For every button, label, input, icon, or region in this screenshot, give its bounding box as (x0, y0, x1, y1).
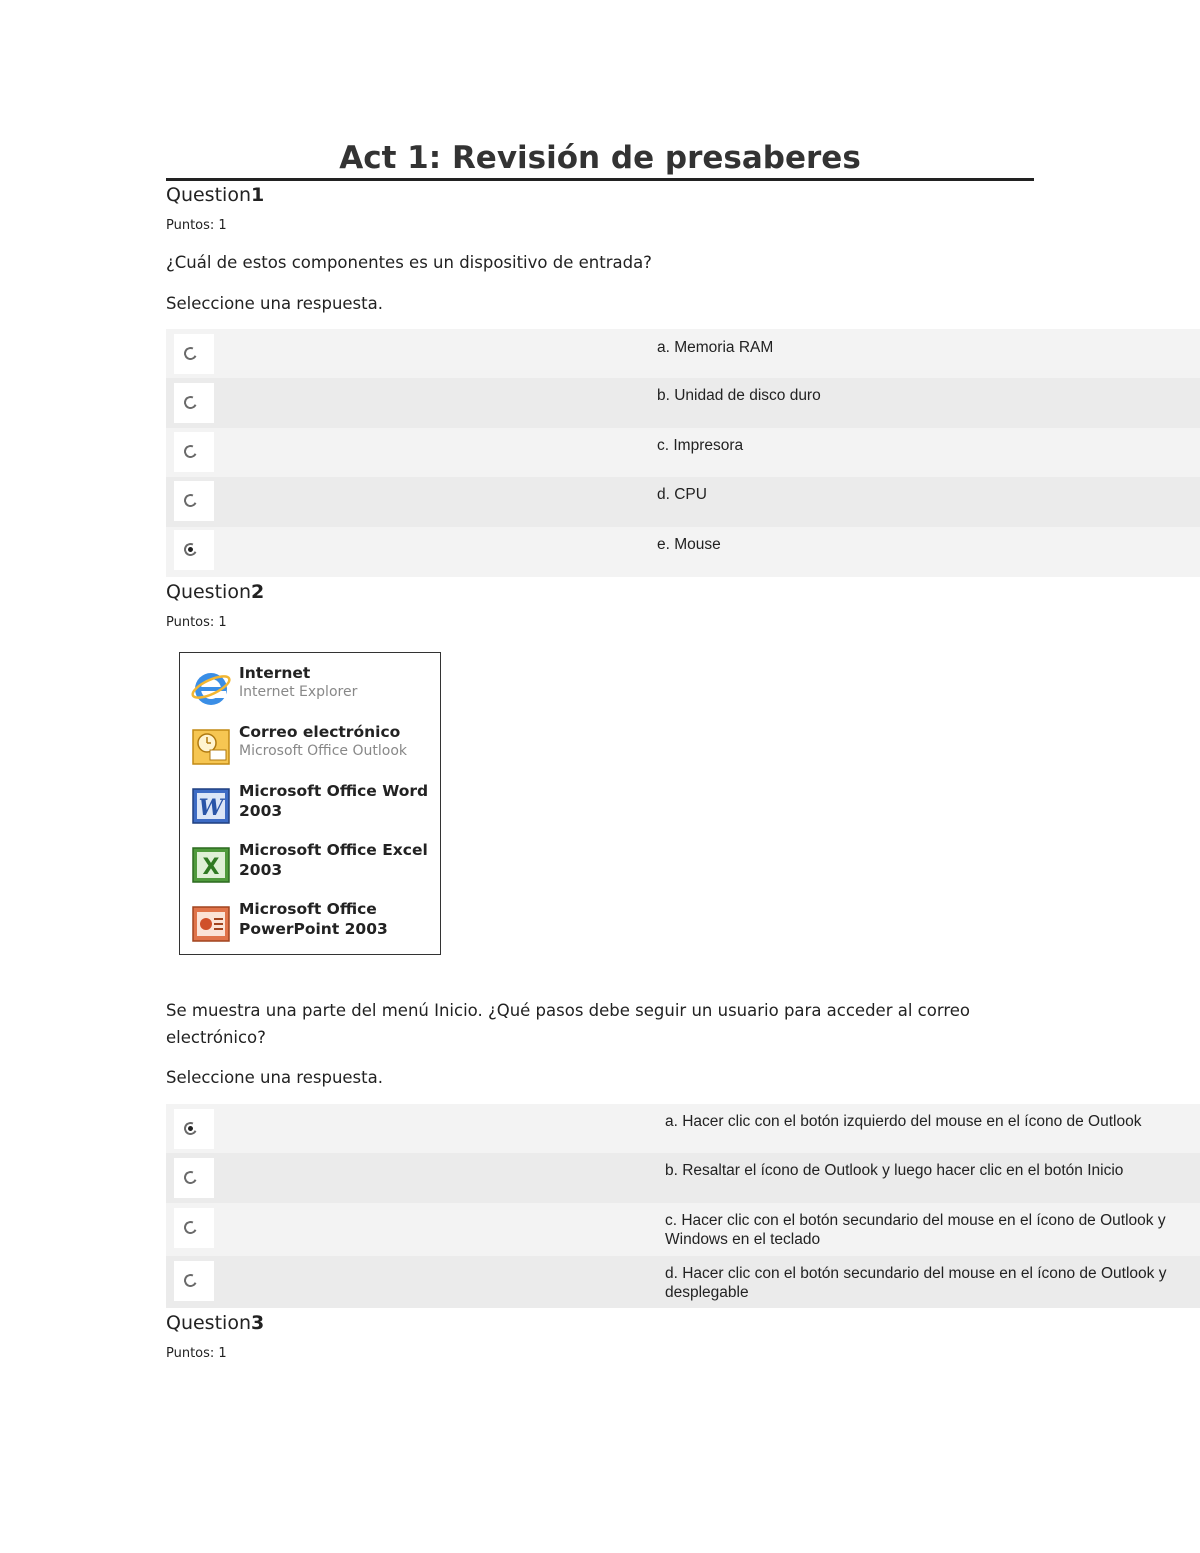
answer-label[interactable]: a. Hacer clic con el botón izquierdo del mouse en el ícono de Outlook (665, 1113, 1142, 1130)
start-menu-item-email (188, 722, 438, 774)
answer-label[interactable]: b. Resaltar el ícono de Outlook y luego hacer clic en el botón Inicio (665, 1162, 1124, 1179)
svg-text:X: X (202, 855, 220, 880)
answer-label[interactable]: a. Memoria RAM (657, 339, 774, 356)
word-icon (190, 785, 232, 827)
item-title: Internet (239, 664, 311, 682)
svg-text:W: W (198, 795, 224, 821)
question-1-answers (166, 329, 1200, 577)
answer-option[interactable] (166, 1104, 1200, 1153)
answer-option[interactable] (166, 527, 1200, 577)
radio-container[interactable] (174, 383, 214, 423)
page-title: Act 1: Revisión de presaberes (166, 140, 1034, 181)
radio-container[interactable] (174, 1261, 214, 1301)
answer-label[interactable] (665, 1264, 1166, 1302)
answer-option[interactable] (166, 1203, 1200, 1256)
answer-option[interactable] (166, 329, 1200, 378)
answer-label-line-2[interactable]: Windows en el teclado (665, 1231, 821, 1248)
outlook-icon (190, 726, 232, 768)
start-menu-item-powerpoint (188, 899, 438, 951)
answer-label-line-2[interactable]: desplegable (665, 1284, 749, 1301)
radio-container[interactable] (174, 432, 214, 472)
question-1-heading (166, 184, 264, 206)
question-label: Question (166, 581, 251, 603)
item-subtitle: Internet Explorer (239, 684, 358, 700)
powerpoint-icon (190, 903, 232, 945)
answer-label-line-1[interactable]: d. Hacer clic con el botón secundario del mouse en el ícono de Outlook y (665, 1265, 1167, 1282)
question-3-heading (166, 1312, 264, 1334)
answer-label-line-1[interactable]: c. Hacer clic con el botón secundario del mouse en el ícono de Outlook y (665, 1212, 1166, 1229)
radio-button[interactable] (182, 345, 199, 362)
radio-button-selected[interactable] (182, 1120, 199, 1137)
question-label: Question (166, 184, 251, 206)
question-3-points: Puntos: 1 (166, 1346, 227, 1361)
radio-button[interactable] (182, 492, 199, 509)
answer-option[interactable] (166, 1256, 1200, 1308)
answer-label[interactable] (665, 1211, 1166, 1249)
radio-button[interactable] (182, 394, 199, 411)
radio-button[interactable] (182, 443, 199, 460)
radio-container[interactable] (174, 1208, 214, 1248)
answer-label[interactable]: e. Mouse (657, 536, 721, 553)
radio-container[interactable] (174, 1109, 214, 1149)
question-1-text: ¿Cuál de estos componentes es un dispositivo de entrada? (166, 253, 652, 272)
item-title: Microsoft Office Excel 2003 (239, 841, 428, 879)
item-title: Correo electrónico (239, 723, 401, 741)
item-subtitle: Microsoft Office Outlook (239, 743, 407, 759)
start-menu-item-internet (188, 663, 438, 715)
radio-button[interactable] (182, 1272, 199, 1289)
question-2-answers (166, 1104, 1200, 1308)
radio-button-selected[interactable] (182, 541, 199, 558)
answer-option[interactable] (166, 477, 1200, 527)
start-menu-item-excel (188, 840, 438, 892)
answer-label[interactable]: b. Unidad de disco duro (657, 387, 821, 404)
answer-label[interactable]: c. Impresora (657, 437, 744, 454)
item-title: Microsoft Office PowerPoint 2003 (239, 900, 388, 938)
question-1-prompt: Seleccione una respuesta. (166, 294, 383, 313)
question-2-heading (166, 581, 264, 603)
question-1-points: Puntos: 1 (166, 218, 227, 233)
start-menu-item-word (188, 781, 438, 833)
radio-container[interactable] (174, 1158, 214, 1198)
question-number: 2 (250, 581, 265, 603)
answer-option[interactable] (166, 378, 1200, 428)
internet-explorer-icon (190, 667, 232, 709)
answer-option[interactable] (166, 1153, 1200, 1203)
radio-container[interactable] (174, 481, 214, 521)
radio-button[interactable] (182, 1219, 199, 1236)
item-title: Microsoft Office Word 2003 (239, 782, 429, 820)
question-2-points: Puntos: 1 (166, 615, 227, 630)
radio-button[interactable] (182, 1169, 199, 1186)
question-label: Question (166, 1312, 251, 1334)
question-number: 1 (250, 184, 265, 206)
question-2-prompt: Seleccione una respuesta. (166, 1068, 383, 1087)
question-number: 3 (250, 1312, 265, 1334)
start-menu-image (179, 652, 441, 955)
question-2-text: Se muestra una parte del menú Inicio. ¿Qué pasos debe seguir un usuario para acceder al correo electrónico? (166, 1001, 971, 1047)
radio-container[interactable] (174, 530, 214, 570)
answer-option[interactable] (166, 428, 1200, 477)
excel-icon (190, 844, 232, 886)
radio-container[interactable] (174, 334, 214, 374)
answer-label[interactable]: d. CPU (657, 486, 707, 503)
